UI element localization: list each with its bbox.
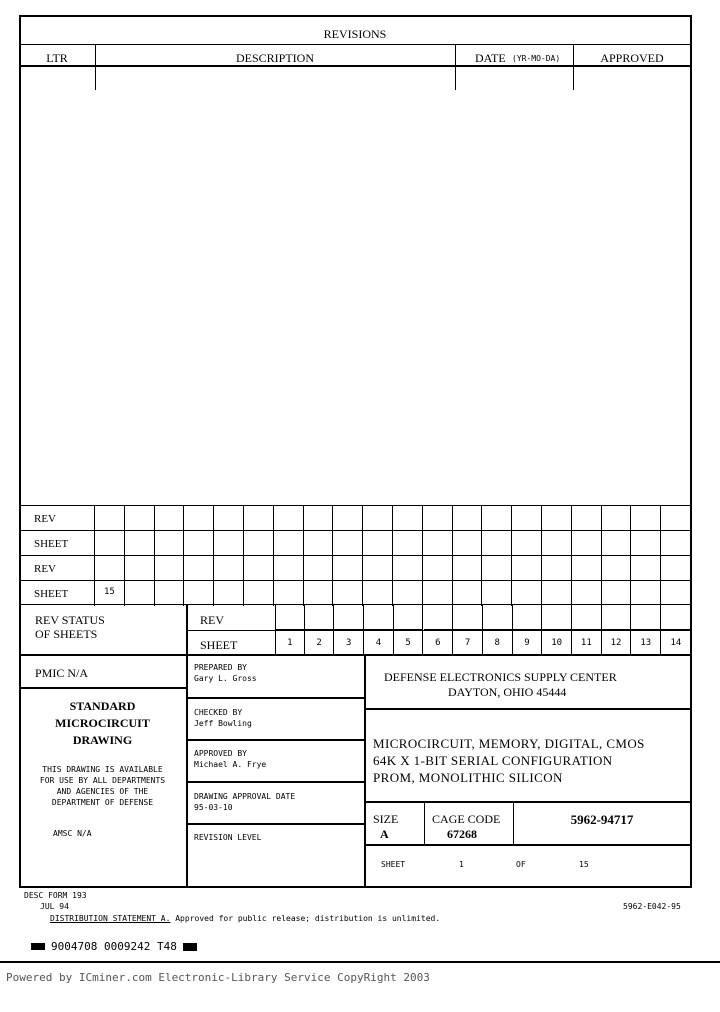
sheet-rev-cell — [305, 605, 335, 630]
rev-grid-cell — [393, 581, 423, 606]
divider — [19, 654, 691, 656]
rev-grid-cell — [512, 531, 542, 556]
agency-name: DEFENSE ELECTRONICS SUPPLY CENTER — [384, 670, 617, 684]
rev-grid-cell — [482, 531, 512, 556]
sheet-status-grid — [275, 605, 691, 655]
agency — [364, 670, 654, 700]
sheet-number-cell: 14 — [670, 638, 682, 648]
sheet-number-cell: 1 — [275, 630, 305, 655]
rev-grid-cell — [393, 556, 423, 581]
cage-code — [432, 812, 500, 842]
availability-note — [19, 764, 186, 808]
rev-grid-cell — [542, 506, 572, 531]
sheet-rev-cell — [364, 605, 394, 630]
col-ltr: LTR — [46, 51, 68, 65]
size-value: A — [380, 827, 389, 841]
rev-grid-cell — [542, 581, 572, 606]
rev-grid-cell — [244, 556, 274, 581]
rev-grid-cell — [184, 556, 214, 581]
divider — [364, 708, 691, 710]
divider — [0, 961, 720, 963]
form-date: JUL 94 — [40, 902, 69, 911]
rev-grid-cell — [423, 556, 453, 581]
barcode-line — [31, 940, 197, 953]
sheet-rev-cell — [661, 605, 691, 630]
rev-grid-cell — [304, 506, 334, 531]
sheet-number-cell: 6 — [424, 630, 454, 655]
rev-grid-cell — [661, 581, 691, 606]
sheet-rev-cell — [394, 605, 424, 630]
rev-grid-cell — [453, 531, 483, 556]
rev-grid-cell — [423, 506, 453, 531]
col-date-format: (YR-MO-DA) — [512, 54, 561, 63]
rev-grid-cell — [214, 506, 244, 531]
rev-grid-cell — [333, 506, 363, 531]
rev-grid-cell — [214, 556, 244, 581]
divider — [424, 802, 425, 844]
rev-grid-cell — [453, 556, 483, 581]
sheet-rev-cell — [602, 605, 632, 630]
rev-grid-cell — [631, 531, 661, 556]
rev-grid-cell — [125, 531, 155, 556]
sheet-number: 1 — [459, 860, 464, 869]
divider — [186, 739, 364, 741]
rev-grid-cell — [363, 581, 393, 606]
barcode-text: 9004708 0009242 T48 — [51, 940, 177, 953]
standard-line1: STANDARD — [69, 699, 136, 713]
amsc: AMSC N/A — [53, 829, 92, 838]
rev-grid-cell — [602, 531, 632, 556]
title-line3: PROM, MONOLITHIC SILICON — [373, 770, 563, 785]
rev-grid-row-label: REV — [19, 556, 95, 581]
rev-grid-cell — [155, 506, 185, 531]
rev-grid-cell — [602, 556, 632, 581]
sheet-rev-cell — [483, 605, 513, 630]
rev-grid-cell — [512, 556, 542, 581]
sheet-rev-cell — [572, 605, 602, 630]
rev-grid-cell — [244, 581, 274, 606]
rev-grid-cell — [631, 556, 661, 581]
rev-grid-cell — [572, 556, 602, 581]
rev-grid-cell — [274, 581, 304, 606]
rev-grid-cell — [274, 506, 304, 531]
divider — [186, 781, 364, 783]
sheet-total: 15 — [579, 860, 589, 869]
rev-grid-cell — [423, 581, 453, 606]
prepared-by — [194, 662, 257, 684]
sheet-rev-cell — [334, 605, 364, 630]
sheet-number-cell: 7 — [453, 630, 483, 655]
rev-grid-cell — [304, 581, 334, 606]
size — [373, 812, 398, 842]
sheet-label: SHEET — [381, 860, 406, 869]
title-line2: 64K X 1-BIT SERIAL CONFIGURATION — [373, 753, 613, 768]
rev-grid-cell — [423, 531, 453, 556]
sheet-number-cell: 11 — [572, 630, 602, 655]
checked-name: Jeff Bowling — [194, 719, 252, 728]
drawing-number: 5962-94717 — [570, 812, 634, 827]
prepared-name: Gary L. Gross — [194, 674, 257, 683]
rev-grid-row-label: SHEET — [19, 531, 95, 556]
rev-grid-cell — [572, 531, 602, 556]
rev-grid-cell — [333, 581, 363, 606]
rev-grid-cell — [95, 531, 125, 556]
sheet-number-cell: 5 — [394, 630, 424, 655]
rev-grid-cell — [95, 506, 125, 531]
checked-by — [194, 707, 252, 729]
rev-status-sheet: SHEET — [200, 638, 238, 652]
rev-grid-cell — [453, 581, 483, 606]
rev-status-line1: REV STATUS — [35, 613, 105, 627]
rev-grid-cell — [661, 531, 691, 556]
rev-grid-cell — [542, 556, 572, 581]
note-line: FOR USE BY ALL DEPARTMENTS — [39, 776, 166, 785]
rev-grid-row-label: SHEET — [19, 581, 95, 606]
cage-value: 67268 — [447, 827, 477, 841]
rev-grid-cell — [512, 581, 542, 606]
rev-grid-cell — [661, 556, 691, 581]
agency-address: DAYTON, OHIO 45444 — [448, 685, 567, 699]
rev-grid-cell — [155, 556, 185, 581]
block-mark — [31, 943, 45, 950]
size-label: SIZE — [373, 812, 399, 826]
rev-grid-cell — [333, 556, 363, 581]
drawing-title — [373, 735, 645, 786]
rev-grid-cell — [631, 581, 661, 606]
rev-grid-cell — [184, 581, 214, 606]
rev-grid-cell — [184, 506, 214, 531]
powered-by: Powered by ICminer.com Electronic-Library Service CopyRight 2003 — [6, 971, 430, 984]
title-line1: MICROCIRCUIT, MEMORY, DIGITAL, CMOS — [373, 736, 645, 751]
sheet-number-cell: 12 — [602, 630, 632, 655]
rev-grid-cell — [363, 506, 393, 531]
rev-grid-cell — [482, 556, 512, 581]
rev-grid — [19, 505, 691, 606]
distribution-label: DISTRIBUTION STATEMENT A. — [50, 914, 171, 923]
sheet-rev-cell — [542, 605, 572, 630]
rev-grid-cell — [393, 531, 423, 556]
rev-grid-cell — [572, 581, 602, 606]
rev-grid-cell — [274, 531, 304, 556]
divider — [186, 697, 364, 699]
col-approved: APPROVED — [600, 51, 664, 65]
sheet-rev-cell — [453, 605, 483, 630]
rev-grid-cell — [363, 531, 393, 556]
distribution-statement — [50, 914, 440, 923]
sheet-rev-cell — [275, 605, 305, 630]
rev-grid-cell — [274, 556, 304, 581]
approved-name: Michael A. Frye — [194, 760, 267, 769]
block-mark — [183, 943, 197, 951]
approved-label: APPROVED BY — [194, 749, 247, 758]
rev-grid-cell — [125, 581, 155, 606]
sheet-number-cell: 10 — [542, 630, 572, 655]
sheet-rev-cell — [513, 605, 543, 630]
approval-date-value: 95-03-10 — [194, 803, 233, 812]
cage-label: CAGE CODE — [432, 812, 501, 826]
rev-grid-cell — [304, 556, 334, 581]
rev-grid-cell — [214, 581, 244, 606]
rev-grid-cell — [482, 581, 512, 606]
sheet-rev-cell — [424, 605, 454, 630]
rev-status-rev: REV — [200, 613, 224, 627]
distribution-text: Approved for public release; distribution is unlimited. — [170, 914, 441, 923]
divider — [186, 605, 188, 888]
rev-grid-cell — [482, 506, 512, 531]
sheet-number-cell: 9 — [513, 630, 543, 655]
rev-grid-cell — [363, 556, 393, 581]
standard-title — [19, 698, 186, 749]
rev-grid-cell — [155, 581, 185, 606]
rev-grid-cell: 15 — [95, 581, 125, 606]
rev-grid-cell — [661, 506, 691, 531]
revisions-title: REVISIONS — [323, 27, 387, 41]
col-description: DESCRIPTION — [235, 51, 314, 65]
note-line: AND AGENCIES OF THE — [56, 787, 149, 796]
rev-grid-cell — [125, 506, 155, 531]
approval-date — [194, 791, 295, 813]
rev-grid-cell — [602, 506, 632, 531]
prepared-label: PREPARED BY — [194, 663, 247, 672]
rev-grid-cell — [244, 506, 274, 531]
sheet-number-cell: 2 — [305, 630, 335, 655]
divider — [364, 801, 691, 803]
form-number: DESC FORM 193 — [24, 891, 87, 900]
divider — [364, 844, 691, 846]
doc-code: 5962-E042-95 — [623, 902, 681, 911]
rev-grid-cell — [184, 531, 214, 556]
revision-level: REVISION LEVEL — [194, 833, 262, 842]
approved-by — [194, 748, 266, 770]
divider — [186, 823, 364, 825]
rev-grid-cell — [125, 556, 155, 581]
divider — [19, 687, 186, 689]
standard-line2: MICROCIRCUIT — [55, 716, 150, 730]
rev-grid-row-label: REV — [19, 506, 95, 531]
checked-label: CHECKED BY — [194, 708, 243, 717]
rev-grid-cell — [512, 506, 542, 531]
rev-grid-cell — [244, 531, 274, 556]
sheet-number-cell: 13 — [631, 630, 661, 655]
sheet-of: OF — [516, 860, 526, 869]
rev-grid-cell — [542, 531, 572, 556]
sheet-number-cell: 3 — [334, 630, 364, 655]
note-line: THIS DRAWING IS AVAILABLE — [42, 765, 163, 774]
sheet-rev-cell — [631, 605, 661, 630]
pmic: PMIC N/A — [35, 666, 89, 680]
rev-grid-cell — [333, 531, 363, 556]
sheet-number-cell: 8 — [483, 630, 513, 655]
rev-grid-cell — [602, 581, 632, 606]
sheet-number-cell: 4 — [364, 630, 394, 655]
rev-status-label — [35, 613, 105, 641]
standard-line3: DRAWING — [72, 733, 133, 747]
rev-grid-cell — [214, 531, 244, 556]
rev-grid-cell — [393, 506, 423, 531]
divider — [19, 44, 691, 45]
divider — [455, 44, 456, 90]
rev-grid-cell — [95, 556, 125, 581]
rev-grid-cell — [453, 506, 483, 531]
approval-date-label: DRAWING APPROVAL DATE — [194, 792, 296, 801]
rev-grid-cell — [155, 531, 185, 556]
rev-grid-cell — [631, 506, 661, 531]
rev-grid-cell — [304, 531, 334, 556]
col-date: DATE — [475, 51, 506, 65]
rev-status-line2: OF SHEETS — [35, 627, 98, 641]
rev-grid-cell — [572, 506, 602, 531]
note-line: DEPARTMENT OF DEFENSE — [51, 798, 154, 807]
